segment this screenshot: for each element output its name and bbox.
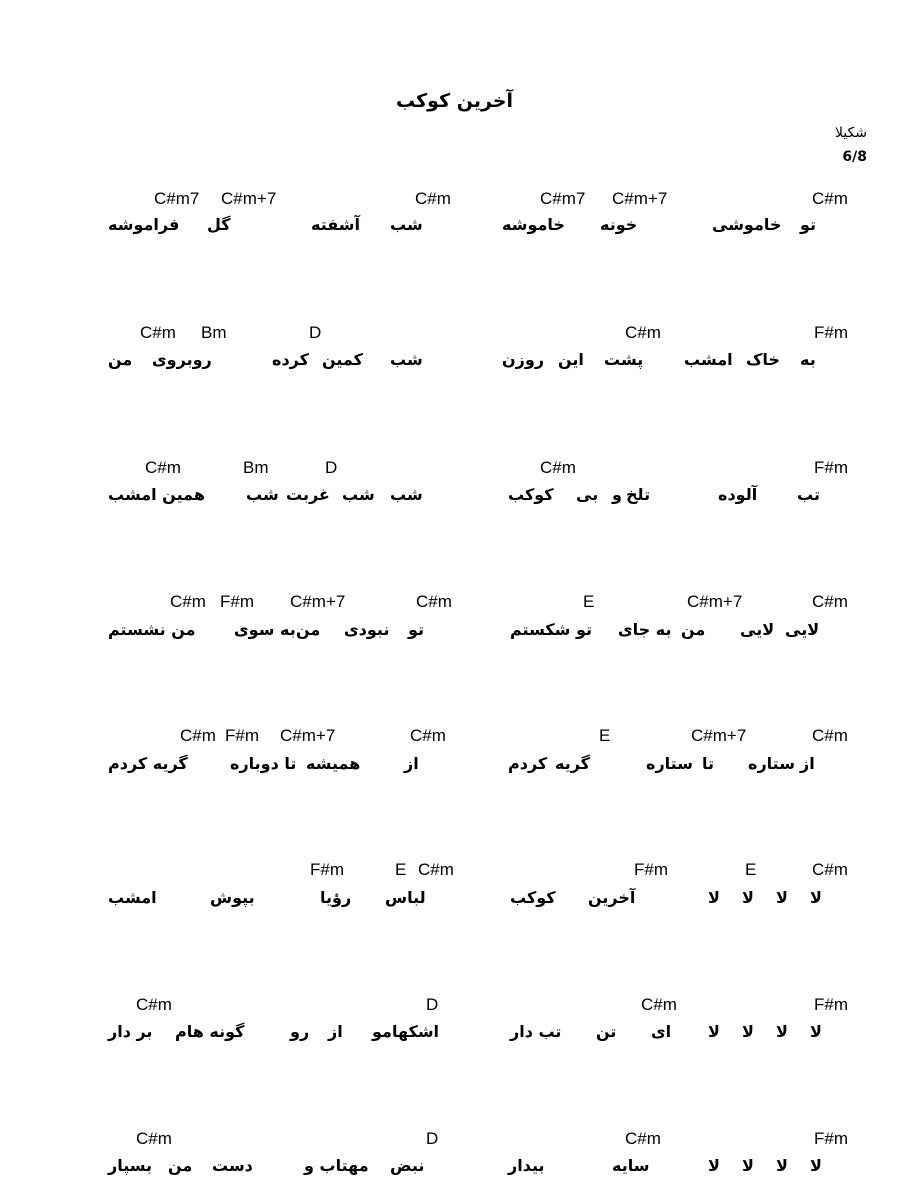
lyric-word: سایه [612,1156,650,1175]
chord-line-4 [0,590,909,660]
lyric-word: بیدار [508,1156,545,1175]
lyric-word: من [296,620,321,639]
lyric-word: از [404,754,419,773]
chord: F#m [225,726,259,745]
chord: C#m7 [154,189,200,208]
lyric-word: خاموشی [712,215,782,234]
lyric-word: لا [776,888,788,907]
lyric-word: لا [776,1156,788,1175]
chord-line-1 [0,187,909,257]
chord: C#m [136,995,172,1014]
chord: D [426,1129,439,1148]
lyric-word: آخرین [588,888,636,907]
chord: C#m [625,1129,661,1148]
lyric-word: دست [212,1156,253,1175]
chord-line-6 [0,858,909,928]
chord: F#m [634,860,668,879]
chord: C#m+7 [290,592,346,611]
lyric-word: رؤیا [320,888,352,907]
lyric-word: تا دوباره [230,754,297,773]
chord: Bm [243,458,269,477]
chord: D [309,323,322,342]
chord-line-3 [0,456,909,526]
chord: C#m [812,592,848,611]
lyric-word: پشت [604,350,644,369]
chord: C#m+7 [221,189,277,208]
lyric-word: روزن [502,350,545,369]
lyric-word: تب [797,485,820,504]
lyric-word: من [168,1156,193,1175]
chord: C#m+7 [687,592,743,611]
lyric-word: به [800,350,816,369]
chord: C#m [418,860,454,879]
lyric-word: کردم [508,754,548,773]
chord: C#m [416,592,452,611]
lyric-word: مهتاب و [304,1156,369,1175]
lyric-word: کوکب [508,485,554,504]
chord-line-8 [0,1127,909,1197]
lyric-word: امشب [684,350,733,369]
lyric-word: شب [342,485,375,504]
chord: C#m [540,458,576,477]
lyric-word: شب [390,485,423,504]
chord: C#m+7 [612,189,668,208]
chord-line-5 [0,724,909,794]
chord: E [599,726,611,745]
chord: C#m [415,189,451,208]
chord: C#m7 [540,189,586,208]
lyric-word: من نشستم [108,620,196,639]
chord: D [325,458,338,477]
lyric-word: گل [207,215,231,234]
lyric-word: رو [290,1022,310,1041]
lyric-word: بی [576,485,599,504]
lyric-word: روبروی [152,350,212,369]
chord: F#m [814,1129,848,1148]
chord: C#m+7 [280,726,336,745]
chord: D [426,995,439,1014]
chord: C#m+7 [691,726,747,745]
chord: F#m [220,592,254,611]
lyric-word: لا [708,1022,720,1041]
chord: C#m [812,189,848,208]
lyric-word: لا [810,1156,822,1175]
time-signature: 6/8 [842,149,867,165]
chord: C#m [145,458,181,477]
lyric-word: تا [702,754,715,773]
lyric-word: لا [708,888,720,907]
lyric-word: لا [810,1022,822,1041]
lyric-word: شب [390,350,423,369]
lyric-word: و [612,485,622,504]
lyric-word: لا [742,1156,754,1175]
lyric-word: خاک [746,350,780,369]
lyric-word: من [681,620,706,639]
chord: E [395,860,407,879]
lyric-word: لباس [385,888,426,907]
chord: F#m [814,323,848,342]
lyric-word: از [328,1022,343,1041]
chord: F#m [814,995,848,1014]
lyric-word: تلخ [626,485,651,504]
lyric-word: ستاره [748,754,795,773]
chord: C#m [410,726,446,745]
lyric-word: شب [246,485,279,504]
lyric-word: امشب [108,888,157,907]
chord-line-2 [0,321,909,391]
lyric-word: آشفته [311,215,360,234]
lyric-word: خاموشه [502,215,565,234]
chord: C#m [136,1129,172,1148]
lyric-word: ای [651,1022,672,1041]
chord: C#m [170,592,206,611]
lyric-word: از [800,754,815,773]
lyric-word: کوکب [510,888,556,907]
chord: F#m [310,860,344,879]
lyric-word: آلوده [718,485,758,504]
chord: C#m [625,323,661,342]
lyric-word: لا [708,1156,720,1175]
lyric-word: گریه کردم [108,754,188,773]
lyric-word: نبودی [344,620,390,639]
chord: F#m [814,458,848,477]
lyric-word: گریه [555,754,590,773]
lyric-word: تب دار [510,1022,562,1041]
lyric-word: بر دار [108,1022,153,1041]
lyric-word: غربت [286,485,330,504]
artist-name: شکیلا [834,125,867,141]
lyric-word: بپوش [210,888,255,907]
lyric-word: به سوی [234,620,296,639]
lyric-word: تو [408,620,425,639]
chord: E [745,860,757,879]
lyric-word: تو [800,215,817,234]
lyric-word: اشکهامو [372,1022,440,1041]
lyric-word: لا [742,1022,754,1041]
lyric-word: کرده [272,350,309,369]
lyric-word: لا [810,888,822,907]
lyric-word: لایی [740,620,775,639]
lyric-word: گونه هام [175,1022,245,1041]
lyric-word: همین امشب [108,485,205,504]
lyric-word: من [108,350,133,369]
lyric-word: لا [776,1022,788,1041]
lyric-word: کمین [322,350,363,369]
chord: C#m [812,860,848,879]
lyric-word: ستاره [646,754,693,773]
chord: C#m [140,323,176,342]
lyric-word: لایی [785,620,820,639]
chord-line-7 [0,993,909,1063]
chord: C#m [641,995,677,1014]
lyric-word: شب [390,215,423,234]
lyric-word: فراموشه [108,215,180,234]
chord: E [583,592,595,611]
lyric-word: همیشه [306,754,361,773]
lyric-word: لا [742,888,754,907]
chord: C#m [812,726,848,745]
lyric-word: خونه [600,215,638,234]
lyric-word: تو شکستم [510,620,593,639]
lyric-word: این [558,350,584,369]
song-title: آخرین کوکب [396,90,513,112]
lyric-word: بسپار [108,1156,153,1175]
lyric-word: تن [596,1022,617,1041]
lyric-word: نبض [390,1156,425,1175]
chord: C#m [180,726,216,745]
chord: Bm [201,323,227,342]
lyric-word: به جای [618,620,672,639]
